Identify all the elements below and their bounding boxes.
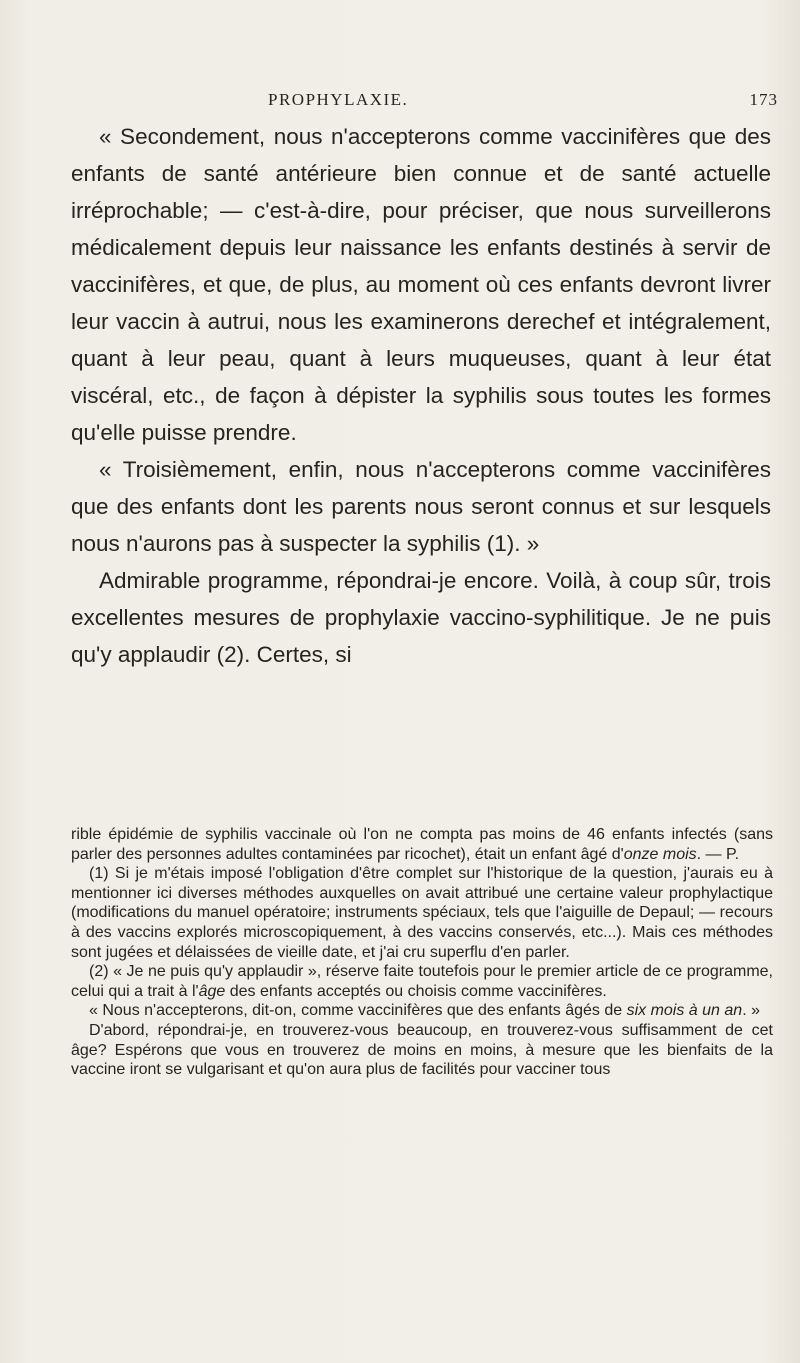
footnote-2-reply: D'abord, répondrai-je, en trouverez-vous beaucoup, en trouverez-vous suffisamment de cet âge? Espérons que vous en trouverez de moins en moins, à mesure que les bienfaits de la vaccine iront se vulgarisant et qu'on aura plus de facilités pour vacciner tous (71, 1021, 773, 1079)
footnote-continuation-italic: onze mois (623, 845, 697, 863)
page-number: 173 (749, 90, 778, 109)
footnote-2-quote (71, 1001, 773, 1021)
paragraph-admirable-programme: Admirable programme, répondrai-je encore. Voilà, à coup sûr, trois excellentes mesures de prophylaxie vaccino-syphilitique. Je ne puis qu'y applaudir (2). Certes, si (71, 568, 771, 667)
footnote-2 (71, 962, 773, 1001)
paragraph-troisiemement: « Troisièmement, enfin, nous n'accepterons comme vaccinifères que des enfants dont les parents nous seront connus et sur lesquels nous n'aurons pas à suspecter la syphilis (1). » (71, 457, 771, 556)
footnote-continuation (71, 825, 773, 864)
main-text (71, 118, 771, 673)
running-head: PROPHYLAXIE. (268, 90, 409, 109)
footnote-continuation-end: . — P. (696, 845, 740, 863)
footnote-2-italic: âge (198, 982, 226, 1000)
footnote-2-quote-italic: six mois à un an (626, 1002, 743, 1020)
footnote-2-quote-end: . » (742, 1002, 760, 1020)
footnote-2-quote-text: « Nous n'accepterons, dit-on, comme vaccinifères que des enfants âgés de (89, 1002, 627, 1020)
footnote-continuation-text: rible épidémie de syphilis vaccinale où l'on ne compta pas moins de 46 enfants infectés (sans parler des personnes adultes contaminées par ricochet), était un enfant âgé d' (71, 826, 773, 863)
page-header (0, 90, 800, 116)
footnote-2-end: des enfants acceptés ou choisis comme vaccinifères. (225, 982, 607, 1000)
footnote-2-text: (2) « Je ne puis qu'y applaudir », réserve faite toutefois pour le premier article de ce programme, celui qui a trait à l' (71, 963, 773, 1000)
footnote-1: (1) Si je m'étais imposé l'obligation d'être complet sur l'historique de la question, j'aurais eu à mentionner ici diverses méthodes auxquelles on avait attribué une certaine valeur prophylactique (modifications du manuel opératoire; instruments spéciaux, tels que l'aiguille de Depaul; — recours à des vaccins explorés microscopiquement, à des vaccins conservés, etc...). Mais ces méthodes sont jugées et délaissées de vieille date, et j'ai cru superflu d'en parler. (71, 865, 773, 961)
footnotes (71, 825, 773, 1080)
paragraph-secondement: « Secondement, nous n'accepterons comme vaccinifères que des enfants de santé antérieure bien connue et de santé actuelle irréprochable; — c'est-à-dire, pour préciser, que nous surveillerons médicalement depuis leur naissance les enfants destinés à servir de vaccinifères, et que, de plus, au moment où ces enfants devront livrer leur vaccin à autrui, nous les examinerons derechef et intégralement, quant à leur peau, quant à leurs muqueuses, quant à leur état viscéral, etc., de façon à dépister la syphilis sous toutes les formes qu'elle puisse prendre. (71, 124, 771, 445)
